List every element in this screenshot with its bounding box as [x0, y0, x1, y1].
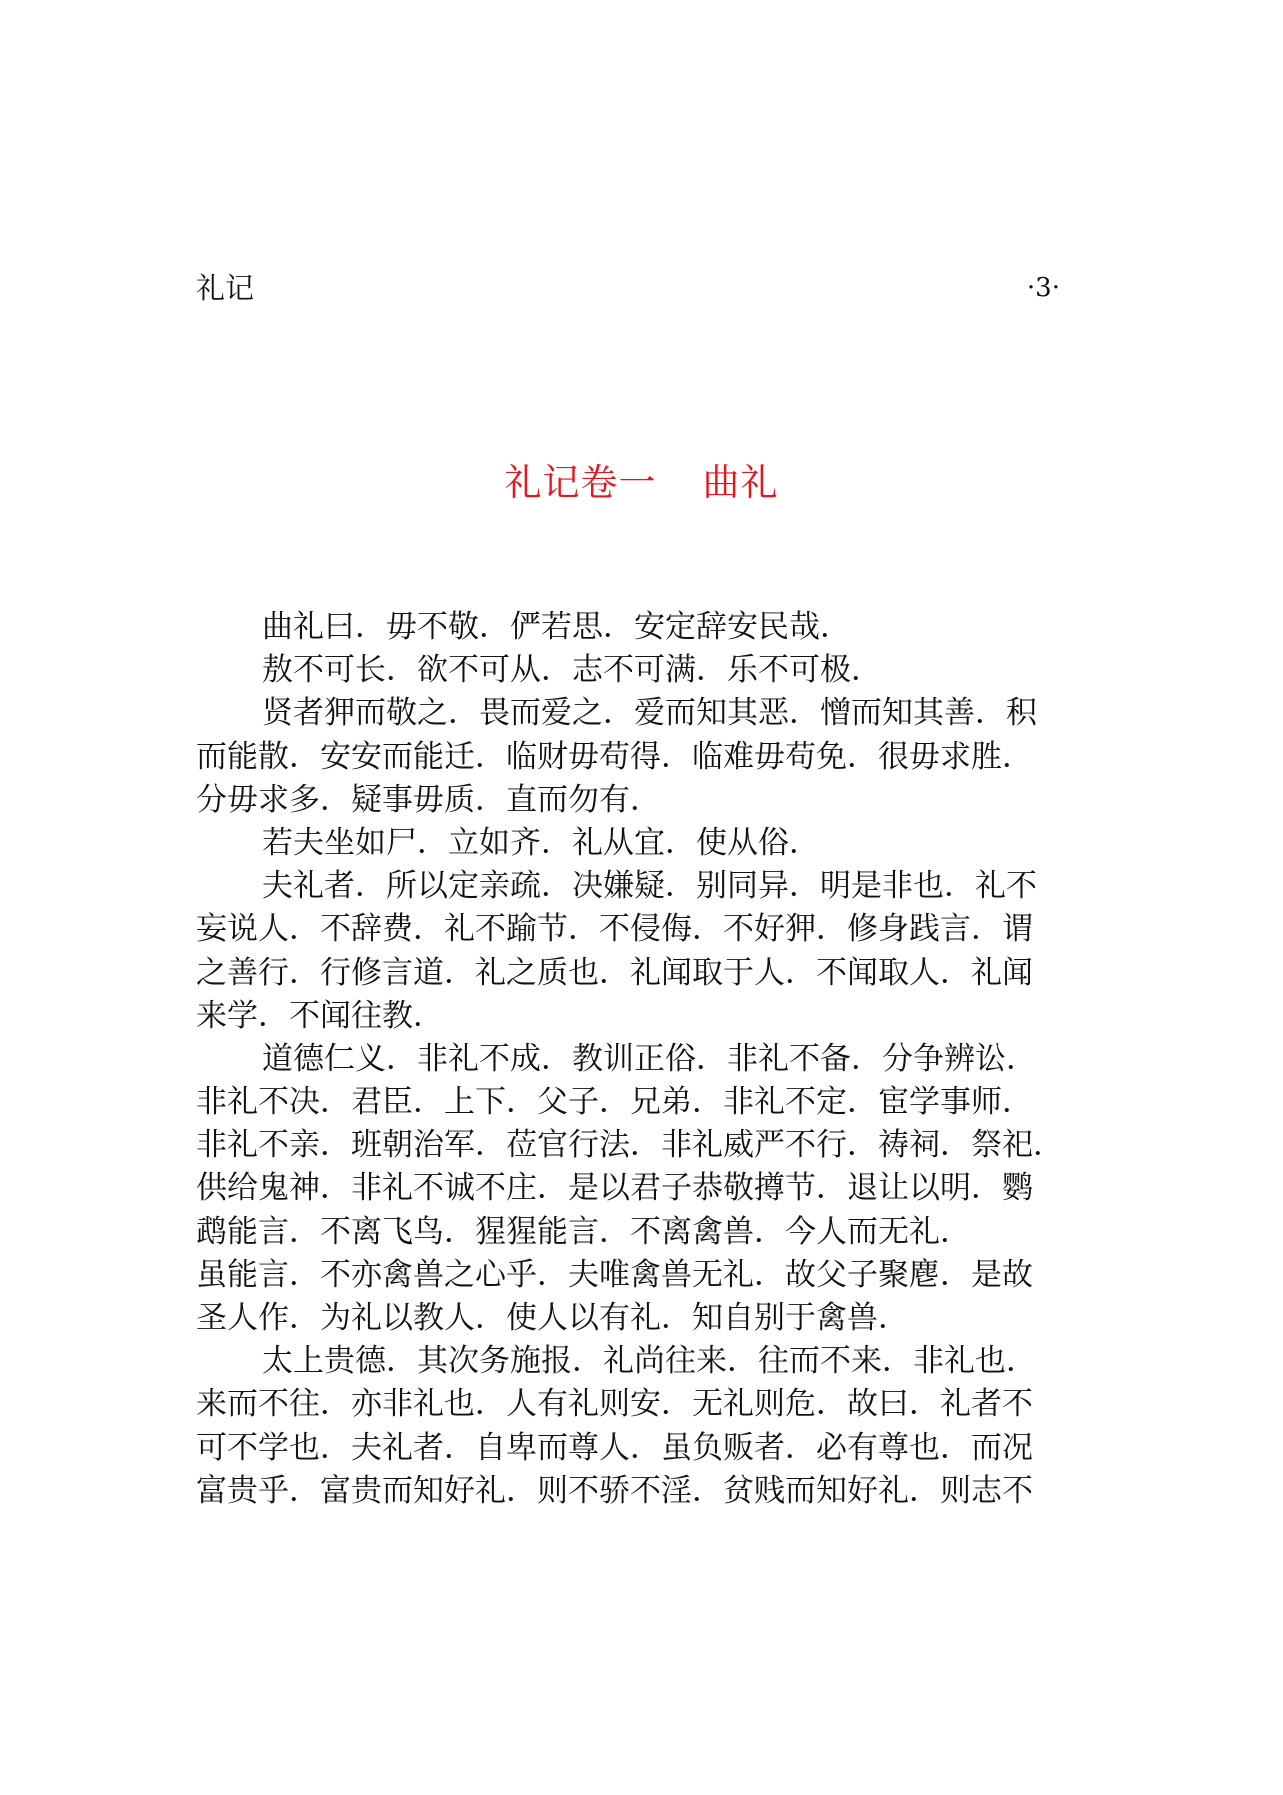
running-header — [196, 268, 1060, 308]
text-line: 太上贵德．其次务施报．礼尚往来．往而不来．非礼也． — [262, 1343, 1037, 1380]
text-line: 来而不往．亦非礼也．人有礼则安．无礼则危．故曰．礼者不 — [196, 1386, 1033, 1423]
text-line: 可不学也．夫礼者．自卑而尊人．虽负贩者．必有尊也．而况 — [196, 1429, 1033, 1466]
text-line: 贤者狎而敬之．畏而爱之．爱而知其恶．憎而知其善．积 — [262, 695, 1037, 732]
text-line: 夫礼者．所以定亲疏．决嫌疑．别同异．明是非也．礼不 — [262, 868, 1037, 905]
text-line: 曲礼曰．毋不敬．俨若思．安定辞安民哉． — [262, 609, 851, 645]
text-line: 富贵乎．富贵而知好礼．则不骄不淫．贫贱而知好礼．则志不 — [196, 1472, 1033, 1509]
text-line: 非礼不决．君臣．上下．父子．兄弟．非礼不定．宦学事师． — [196, 1084, 1033, 1121]
page-number: ·3· — [1026, 273, 1060, 303]
text-line: 若夫坐如尸．立如齐．礼从宜．使从俗． — [262, 824, 820, 861]
text-line: 妄说人．不辞费．礼不踰节．不侵侮．不好狎．修身践言．谓 — [196, 911, 1033, 948]
text-line: 虽能言．不亦禽兽之心乎．夫唯禽兽无礼．故父子聚麀．是故 — [196, 1256, 1033, 1293]
text-line: 鹉能言．不离飞鸟．猩猩能言．不离禽兽．今人而无礼． — [196, 1213, 971, 1250]
chapter-title — [0, 458, 1283, 508]
text-line: 敖不可长．欲不可从．志不可满．乐不可极． — [262, 652, 882, 689]
body-text — [196, 606, 1076, 1513]
text-line: 分毋求多．疑事毋质．直而勿有． — [196, 781, 661, 818]
text-line: 供给鬼神．非礼不诚不庄．是以君子恭敬撙节．退让以明．鹦 — [196, 1170, 1033, 1207]
text-line: 之善行．行修言道．礼之质也．礼闻取于人．不闻取人．礼闻 — [196, 954, 1033, 991]
text-line: 来学．不闻往教． — [196, 997, 444, 1034]
text-line: 道德仁义．非礼不成．教训正俗．非礼不备．分争辨讼． — [262, 1040, 1037, 1077]
text-line: 而能散．安安而能迁．临财毋苟得．临难毋苟免．很毋求胜． — [196, 738, 1033, 775]
chapter-section: 曲礼 — [702, 461, 779, 504]
text-line: 圣人作．为礼以教人．使人以有礼．知自别于禽兽． — [196, 1300, 909, 1336]
chapter-volume: 礼记卷一 — [504, 461, 657, 504]
text-line: 非礼不亲．班朝治军．莅官行法．非礼威严不行．祷祠．祭祀． — [196, 1127, 1064, 1164]
book-title: 礼记 — [196, 271, 255, 305]
